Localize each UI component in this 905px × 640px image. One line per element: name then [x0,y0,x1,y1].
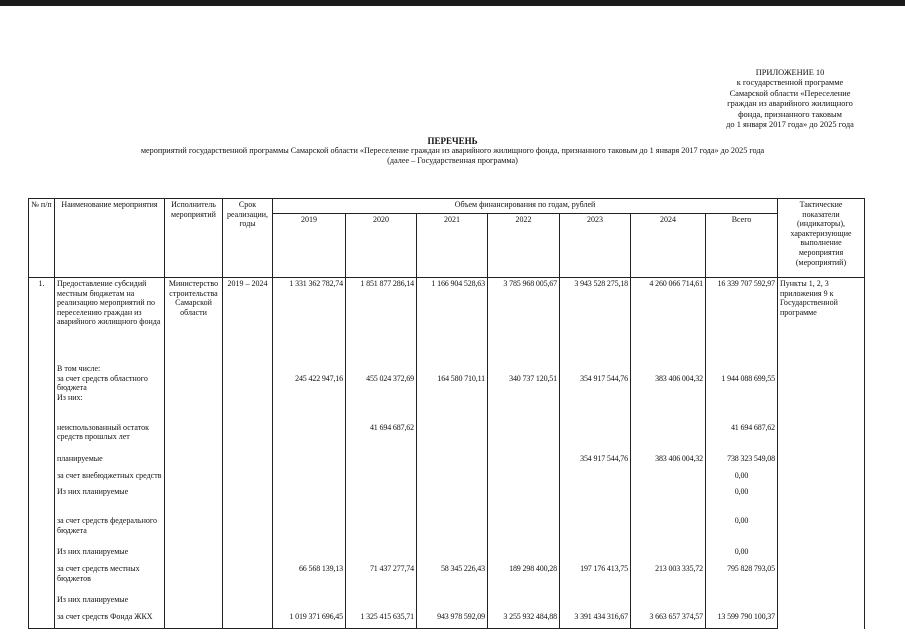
row-indicators: Пункты 1, 2, 3 приложения 9 к Государственной программе [778,278,865,629]
row-label [55,363,165,422]
col-header-year: 2024 [631,214,706,278]
document-subtitle-note: (далее – Государственная программа) [387,156,518,166]
cell-value [346,453,417,470]
cell-total: 13 599 790 100,37 [706,611,778,629]
appendix-line: граждан из аварийного жилищного [727,99,853,109]
col-header-indicators: Тактические показатели (индикаторы), характеризующие выполнение мероприятия (мероприятий) [778,199,865,278]
cell-value: 383 406 004,32 [631,453,706,470]
cell-value [631,422,706,453]
cell-value: 340 737 120,51 [488,363,560,422]
appendix-line: ПРИЛОЖЕНИЕ 10 [755,68,825,77]
col-header-funding: Объем финансирования по годам, рублей [273,199,778,214]
cell-value: 3 391 434 316,67 [560,611,631,629]
row-term: 2019 – 2024 [223,278,273,352]
table-row-spacer [29,351,865,363]
cell-value: 3 255 932 484,88 [488,611,560,629]
table-row-fund [29,611,865,629]
cell-value: 1 166 904 528,63 [417,278,488,352]
cell-value: 1 331 362 782,74 [273,278,346,352]
cell-value [417,453,488,470]
scan-top-border [0,0,905,6]
cell-value: 213 003 335,72 [631,563,706,594]
label-of-them: Из них: [57,392,83,402]
row-label: Из них планируемые [55,594,165,611]
table-header-row [29,199,865,214]
cell-value: 197 176 413,75 [560,563,631,594]
cell-value: 189 298 400,28 [488,563,560,594]
appendix-line: фонда, признанного таковым [738,109,842,119]
cell-value [560,422,631,453]
row-label: Из них планируемые [55,486,165,503]
cell-value: 3 943 528 275,18 [560,278,631,352]
row-label: планируемые [55,453,165,470]
cell-total: 0,00 [706,486,778,503]
cell-value: 354 917 544,76 [560,363,631,422]
cell-value [417,422,488,453]
cell-value: 383 406 004,32 [631,363,706,422]
col-header-year: 2019 [273,214,346,278]
row-executor: Министерство строительства Самарской области [165,278,223,352]
cell-value: 41 694 687,62 [346,422,417,453]
table-row-extra-planned [29,486,865,503]
cell-value: 1 019 371 696,45 [273,611,346,629]
cell-total: 738 323 549,08 [706,453,778,470]
col-header-name: Наименование мероприятия [55,199,165,278]
document-subtitle: мероприятий государственной программы Самарской области «Переселение граждан из аварийного жилищного фонда, признанного таковым до 1 января 2017 года» до 2025 года [140,146,765,156]
col-header-year: 2023 [560,214,631,278]
table-row-including [29,363,865,422]
row-label: Из них планируемые [55,546,165,563]
col-header-num: № п/п [29,199,55,278]
cell-value [488,453,560,470]
document-title: ПЕРЕЧЕНЬ [427,136,478,146]
table-row-extra-budget [29,470,865,487]
table-row-spacer [29,503,865,515]
row-label: неиспользованный остаток средств прошлых лет [55,422,165,453]
cell-value [273,422,346,453]
cell-value: 245 422 947,16 [273,363,346,422]
table-row-federal-planned [29,546,865,563]
cell-total: 0,00 [706,546,778,563]
row-name: Предоставление субсидий местным бюджетам на реализацию мероприятий по переселению граждан из аварийного жилищного фонда [55,278,165,352]
cell-value: 164 580 710,11 [417,363,488,422]
col-header-total: Всего [706,214,778,278]
col-header-term: Срок реализации, годы [223,199,273,278]
measures-table [28,198,865,629]
cell-total: 0,00 [706,515,778,546]
col-header-year: 2021 [417,214,488,278]
table-row-planned [29,453,865,470]
cell-value: 1 325 415 635,71 [346,611,417,629]
cell-total: 1 944 088 699,55 [706,363,778,422]
appendix-line: до 1 января 2017 года» до 2025 года [726,120,854,130]
appendix-line: Самарской области «Переселение [729,88,851,98]
col-header-year: 2022 [488,214,560,278]
cell-value: 943 978 592,09 [417,611,488,629]
col-header-year: 2020 [346,214,417,278]
row-num: 1. [29,278,55,352]
cell-value: 3 663 657 374,57 [631,611,706,629]
cell-value: 455 024 372,69 [346,363,417,422]
label-regional: за счет средств областного бюджета [57,373,148,393]
table-row-local-planned [29,594,865,611]
cell-value: 66 568 139,13 [273,563,346,594]
row-label: за счет средств федерального бюджета [55,515,165,546]
table-row-federal [29,515,865,546]
cell-value: 1 851 877 286,14 [346,278,417,352]
table-row-main [29,278,865,352]
table-row-local [29,563,865,594]
cell-total: 41 694 687,62 [706,422,778,453]
row-label: за счет средств Фонда ЖКХ [55,611,165,629]
appendix-line: к государственной программе [736,78,844,88]
cell-total: 795 828 793,05 [706,563,778,594]
table-row-unused [29,422,865,453]
cell-value [273,453,346,470]
label-including: В том числе: [57,364,101,374]
cell-value: 4 260 066 714,61 [631,278,706,352]
appendix-header [690,68,890,130]
cell-total: 16 339 707 592,97 [706,278,778,352]
cell-value: 71 437 277,74 [346,563,417,594]
cell-value: 3 785 968 005,67 [488,278,560,352]
cell-total: 0,00 [706,470,778,487]
row-label: за счет внебюджетных средств [55,470,165,487]
document-heading [40,136,865,167]
col-header-executor: Исполнитель мероприятий [165,199,223,278]
cell-value [488,422,560,453]
cell-value: 58 345 226,43 [417,563,488,594]
row-label: за счет средств местных бюджетов [55,563,165,594]
cell-value: 354 917 544,76 [560,453,631,470]
